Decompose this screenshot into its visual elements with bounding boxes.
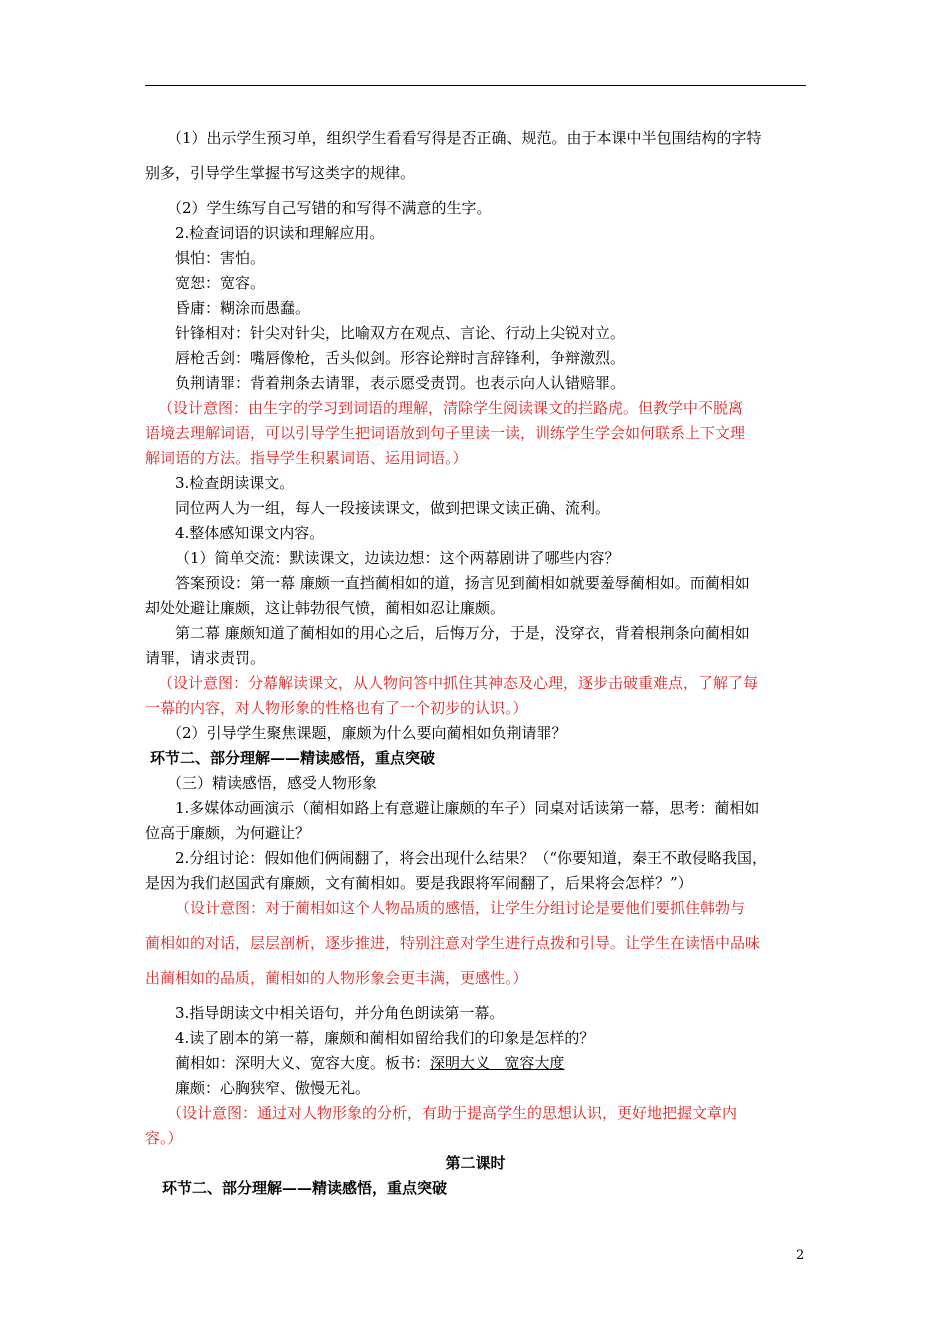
text-line: （三）精读感悟，感受人物形象 xyxy=(167,774,378,792)
text-line: 2.分组讨论：假如他们俩闹翻了，将会出现什么结果？（“你要知道，秦王不敢侵略我国， xyxy=(175,849,767,867)
design-note-line: （设计意图：由生字的学习到词语的理解，清除学生阅读课文的拦路虎。但教学中不脱离 xyxy=(158,399,744,417)
text-line: 同位两人为一组，每人一段接读课文，做到把课文读正确、流利。 xyxy=(175,499,611,517)
text-line: 别多，引导学生掌握书写这类字的规律。 xyxy=(145,164,416,182)
text-line: 2.检查词语的识读和理解应用。 xyxy=(175,224,385,242)
design-note-line: 解词语的方法。指导学生积累词语、运用词语。） xyxy=(145,449,468,467)
text-line: 第二幕 廉颇知道了蔺相如的用心之后，后悔万分，于是，没穿衣，背着根荆条向蔺相如 xyxy=(175,624,750,642)
text-line: 廉颇：心胸狭窄、傲慢无礼。 xyxy=(175,1079,371,1097)
header-rule xyxy=(145,85,806,86)
text-line: 4.读了剧本的第一幕，廉颇和蔺相如留给我们的印象是怎样的？ xyxy=(175,1029,595,1047)
text-line: 3.指导朗读文中相关语句，并分角色朗读第一幕。 xyxy=(175,1004,505,1022)
text-line: 3.检查朗读课文。 xyxy=(175,474,295,492)
text-line: （1）出示学生预习单，组织学生看看写得是否正确、规范。由于本课中半包围结构的字特 xyxy=(167,129,762,147)
section-heading: 环节二、部分理解——精读感悟，重点突破 xyxy=(162,1179,448,1197)
board-gap xyxy=(490,1054,504,1072)
text-line: 宽恕：宽容。 xyxy=(175,274,266,292)
text-line: 负荆请罪：背着荆条去请罪，表示愿受责罚。也表示向人认错赔罪。 xyxy=(175,374,626,392)
text-line: 惧怕：害怕。 xyxy=(175,249,266,267)
board-prefix: 蔺相如：深明大义、宽容大度。板书： xyxy=(175,1054,431,1072)
design-note-line: （设计意图：分幕解读课文，从人物问答中抓住其神态及心理，逐步击破重难点，了解了每 xyxy=(158,674,759,692)
text-line: 唇枪舌剑：嘴唇像枪，舌头似剑。形容论辩时言辞锋利，争辩激烈。 xyxy=(175,349,626,367)
text-line: 却处处避让廉颇，这让韩勃很气愤，蔺相如忍让廉颇。 xyxy=(145,599,506,617)
text-line: 请罪，请求责罚。 xyxy=(145,649,266,667)
text-line: （1）简单交流：默读课文，边读边想：这个两幕剧讲了哪些内容？ xyxy=(175,549,620,567)
board-line xyxy=(175,1053,836,1073)
text-line: 针锋相对：针尖对针尖，比喻双方在观点、言论、行动上尖锐对立。 xyxy=(175,324,626,342)
lesson-title: 第二课时 xyxy=(445,1154,506,1172)
page-number: 2 xyxy=(796,1248,805,1263)
design-note-line: （设计意图：对于蔺相如这个人物品质的感悟，让学生分组讨论是要他们要抓住韩勃与 xyxy=(175,899,746,917)
text-line: 是因为我们赵国武有廉颇，文有蔺相如。要是我跟将军闹翻了，后果将会怎样？”） xyxy=(145,874,693,892)
text-line: 答案预设：第一幕 廉颇一直挡蔺相如的道，扬言见到蔺相如就要羞辱蔺相如。而蔺相如 xyxy=(175,574,750,592)
text-line: （2）学生练写自己写错的和写得不满意的生字。 xyxy=(167,199,492,217)
text-line: （2）引导学生聚焦课题，廉颇为什么要向蔺相如负荆请罪？ xyxy=(167,724,567,742)
section-heading: 环节二、部分理解——精读感悟，重点突破 xyxy=(150,749,436,767)
text-line: 1.多媒体动画演示（蔺相如路上有意避让廉颇的车子）同桌对话读第一幕，思考：蔺相如 xyxy=(175,799,760,817)
board-item: 深明大义 xyxy=(430,1054,491,1072)
design-note-line: （设计意图：通过对人物形象的分析，有助于提高学生的思想认识，更好地把握文章内 xyxy=(167,1104,738,1122)
design-note-line: 一幕的内容，对人物形象的性格也有了一个初步的认识。） xyxy=(145,699,528,717)
design-note-line: 容。） xyxy=(145,1129,183,1147)
design-note-line: 出蔺相如的品质，蔺相如的人物形象会更丰满，更感性。） xyxy=(145,969,528,987)
text-line: 位高于廉颇，为何避让？ xyxy=(145,824,311,842)
text-line: 4.整体感知课文内容。 xyxy=(175,524,325,542)
board-item: 宽容大度 xyxy=(504,1054,565,1072)
design-note-line: 语境去理解词语，可以引导学生把词语放到句子里读一读，训练学生学会如何联系上下文理 xyxy=(145,424,746,442)
design-note-line: 蔺相如的对话，层层剖析，逐步推进，特别注意对学生进行点拨和引导。让学生在读悟中品味 xyxy=(145,934,761,952)
text-line: 昏庸：糊涂而愚蠢。 xyxy=(175,299,311,317)
